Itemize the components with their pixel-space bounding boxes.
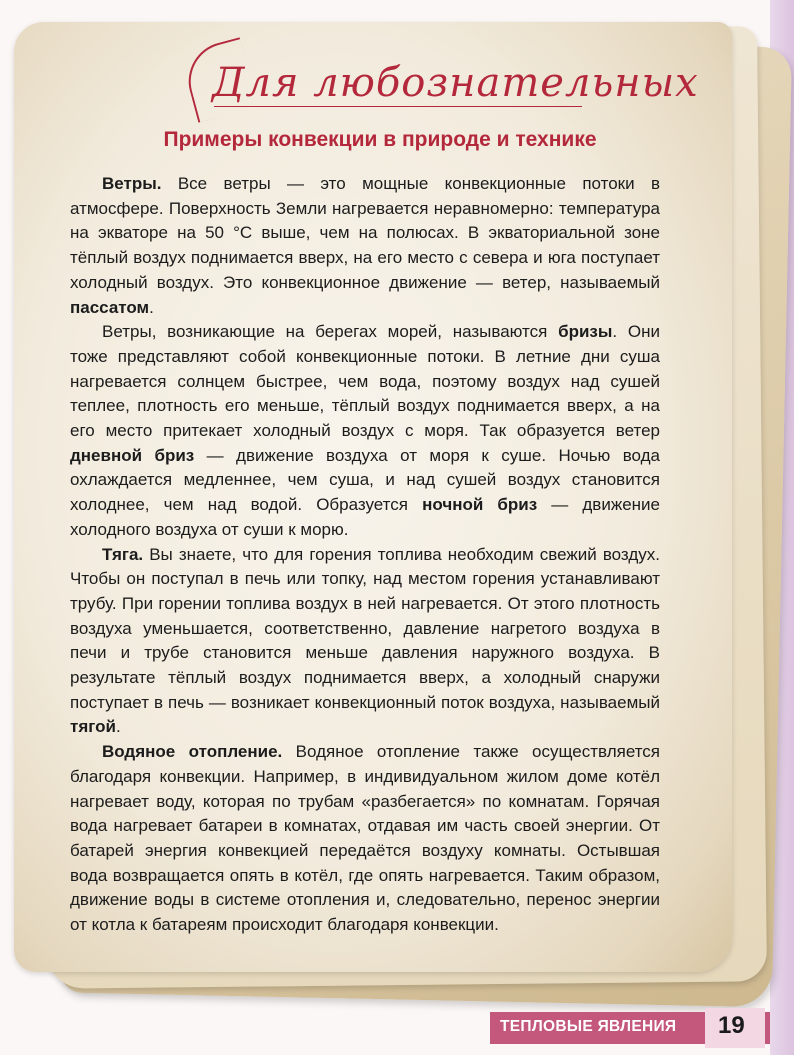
paragraph-text: .: [149, 297, 154, 317]
paragraph-winds: [70, 172, 660, 320]
paragraph-text: .: [115, 717, 121, 737]
heading-underline: [214, 106, 582, 107]
term-night-breeze: ночной бриз: [422, 495, 538, 515]
page-title: Примеры конвекции в природе и технике: [163, 128, 597, 151]
article-body: [70, 172, 660, 938]
paragraph-text: Водяное отопление также осуществляется благодаря конвекции. Например, в индивидуальном жилом доме котёл нагревает воду, которая по трубам «разбегается» по комнатам. Горячая вода нагревает батареи в комнатах, отдавая им часть своей энергии. От батарей энергия конвекцией передаётся воздуху комнаты. Остывшая вода возвращается опять в котёл, где опять нагревается. Таким образом, движение воды в системе отопления и, следовательно, перенос энергии от котла к батареям происходит благодаря конвекции.: [70, 742, 661, 935]
paragraph-text: Все ветры — это мощные конвекционные потоки в атмосфере. Поверхность Земли нагревается неравномерно: температура на экваторе на 50 °C выше, чем на полюсах. В экваториальной зоне тёплый воздух поднимается вверх, на его место с севера и юга поступает холодный воздух. Это конвекционное движение — ветер, называемый: [70, 174, 660, 292]
script-heading-text: Для любознательных: [212, 60, 699, 106]
term-draft-inline: тягой: [70, 717, 116, 737]
paragraph-text: — движение воздуха от моря к суше. Ночью вода охлаждается медленнее, чем суша, и над сушей воздух становится холоднее, чем над водой. Образуется: [70, 445, 660, 515]
paragraph-text: Ветры, возникающие на берегах морей, называются: [102, 322, 559, 342]
term-water-heating: Водяное отопление.: [102, 742, 283, 762]
page-number: 19: [718, 1012, 745, 1039]
paragraph-text: Вы знаете, что для горения топлива необходим свежий воздух. Чтобы он поступал в печь или топку, над местом горения устанавливают трубу. При горении топлива воздух в ней нагревается. От этого плотность воздуха уменьшается, соответственно, давление нагретого воздуха в печи и трубе становится меньше давления наружного воздуха. В результате тёплый воздух поднимается вверх, а холодный снаружи поступает в печь — возникает конвекционный поток воздуха, называемый: [70, 544, 660, 712]
paragraph-breezes: [70, 320, 660, 542]
term-trade-wind: пассатом: [70, 297, 150, 317]
paragraph-text: . Они тоже представляют собой конвекционные потоки. В летние дни суша нагревается солнцем быстрее, чем вода, поэтому воздух над сушей теплее, плотность его меньше, тёплый воздух поднимается вверх, а на его место притекает холодный воздух с моря. Так образуется ветер: [70, 322, 660, 441]
term-breezes: бризы: [558, 322, 613, 342]
paragraph-water-heating: [70, 740, 660, 938]
section-script-heading: [190, 48, 699, 118]
paragraph-text: — движение холодного воздуха от суши к морю.: [70, 495, 660, 539]
footer-section-label: ТЕПЛОВЫЕ ЯВЛЕНИЯ: [500, 1018, 677, 1035]
term-winds: Ветры.: [102, 174, 162, 193]
paragraph-draft: [70, 543, 660, 741]
term-draft: Тяга.: [102, 544, 144, 564]
term-day-breeze: дневной бриз: [70, 445, 195, 465]
